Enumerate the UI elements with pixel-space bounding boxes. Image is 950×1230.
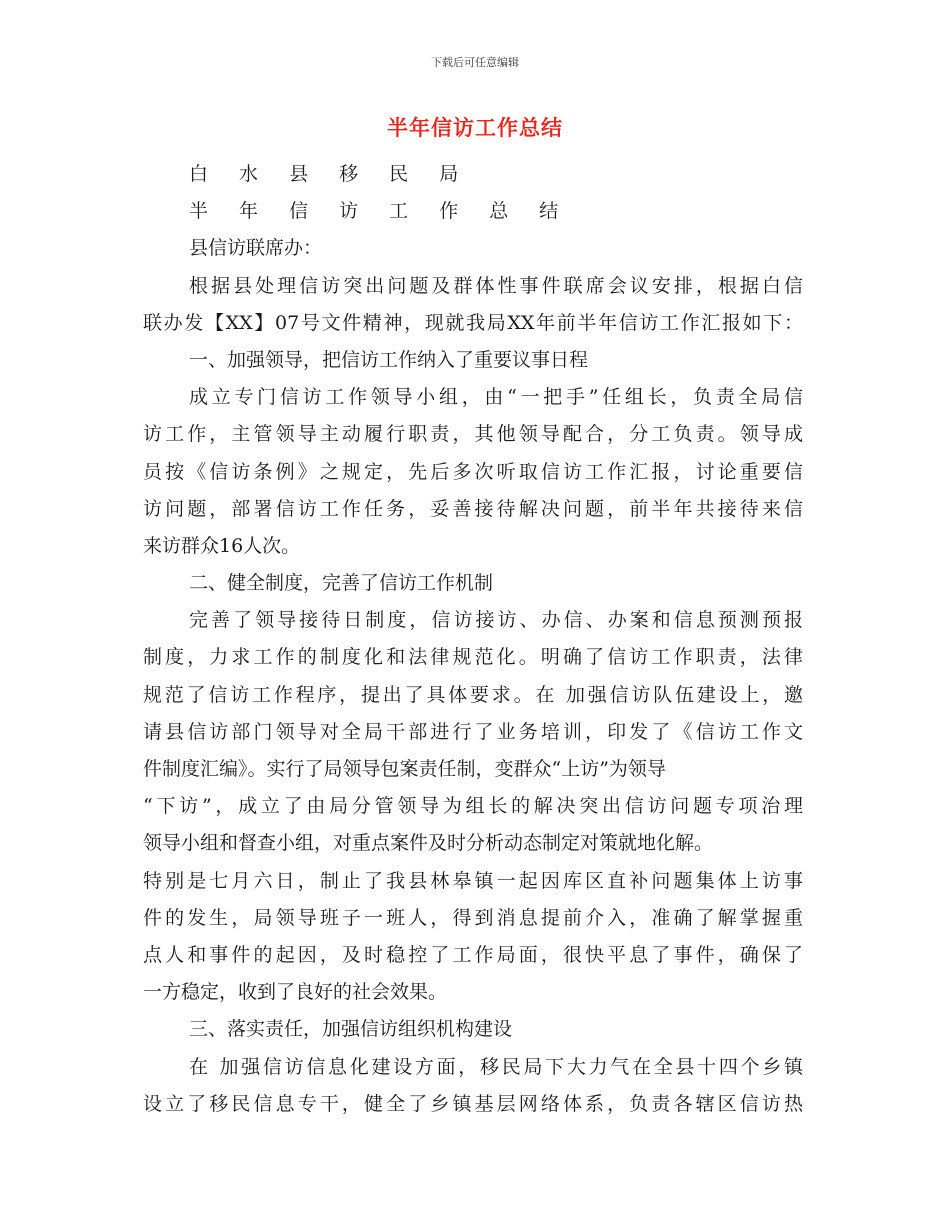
header-note: 下载后可任意编辑 bbox=[431, 56, 519, 69]
paragraph-line: 根据县处理信访突出问题及群体性事件联席会议安排，根据白信 bbox=[189, 274, 803, 297]
paragraph-line: 领导小组和督查小组，对重点案件及时分析动态制定对策就地化解。 bbox=[143, 832, 714, 855]
paragraph-line: 一方稳定，收到了良好的社会效果。 bbox=[143, 981, 448, 1004]
paragraph-line: “下访”，成立了由局分管领导为组长的解决突出信访问题专项治理 bbox=[143, 795, 803, 818]
paragraph-line: 设立了移民信息专干，健全了乡镇基层网络体系，负责各辖区信访热 bbox=[143, 1092, 803, 1115]
paragraph-line: 件制度汇编》。实行了局领导包案责任制，变群众“上访”为领导 bbox=[143, 758, 666, 780]
paragraph-line: 员按《信访条例》之规定，先后多次听取信访工作汇报，讨论重要信 bbox=[143, 460, 803, 483]
paragraph-line: 完善了领导接待日制度，信访接访、办信、办案和信息预测预报 bbox=[189, 609, 803, 632]
paragraph-line: 访问题，部署信访工作任务，妥善接待解决问题，前半年共接待来信 bbox=[143, 497, 803, 520]
salutation-line: 县信访联席办： bbox=[189, 237, 323, 260]
paragraph-line: 件的发生，局领导班子一班人，得到消息提前介入，准确了解掌握重 bbox=[143, 906, 803, 929]
section-heading-3: 三、落实责任，加强信访组织机构建设 bbox=[189, 1018, 513, 1041]
paragraph-line: 联办发【XX】07号文件精神，现就我局XX年前半年信访工作汇报如下： bbox=[143, 311, 803, 334]
section-heading-1: 一、加强领导，把信访工作纳入了重要议事日程 bbox=[189, 348, 589, 371]
paragraph-line: 规范了信访工作程序，提出了具体要求。在 加强信访队伍建设上，邀 bbox=[143, 683, 803, 706]
paragraph-line: 成立专门信访工作领导小组，由“一把手”任组长，负责全局信 bbox=[189, 386, 803, 409]
paragraph-line: 制度，力求工作的制度化和法律规范化。明确了信访工作职责，法律 bbox=[143, 646, 803, 669]
document-body bbox=[143, 156, 803, 1123]
paragraph-line: 在 加强信访信息化建设方面，移民局下大力气在全县十四个乡镇 bbox=[189, 1055, 803, 1078]
section-heading-2: 二、健全制度，完善了信访工作机制 bbox=[189, 572, 494, 595]
document-title: 半年信访工作总结 bbox=[387, 116, 563, 140]
paragraph-line: 点人和事件的起因，及时稳控了工作局面，很快平息了事件，确保了 bbox=[143, 943, 803, 966]
subtitle-line: 半 年 信 访 工 作 总 结 bbox=[189, 200, 571, 223]
paragraph-line: 来访群众16人次。 bbox=[143, 534, 301, 557]
paragraph-line: 特别是七月六日，制止了我县林皋镇一起因库区直补问题集体上访事 bbox=[143, 869, 803, 892]
org-name-line: 白 水 县 移 民 局 bbox=[189, 163, 471, 185]
paragraph-line: 访工作，主管领导主动履行职责，其他领导配合，分工负责。领导成 bbox=[143, 423, 803, 446]
paragraph-line: 请县信访部门领导对全局干部进行了业务培训，印发了《信访工作文 bbox=[143, 720, 803, 743]
